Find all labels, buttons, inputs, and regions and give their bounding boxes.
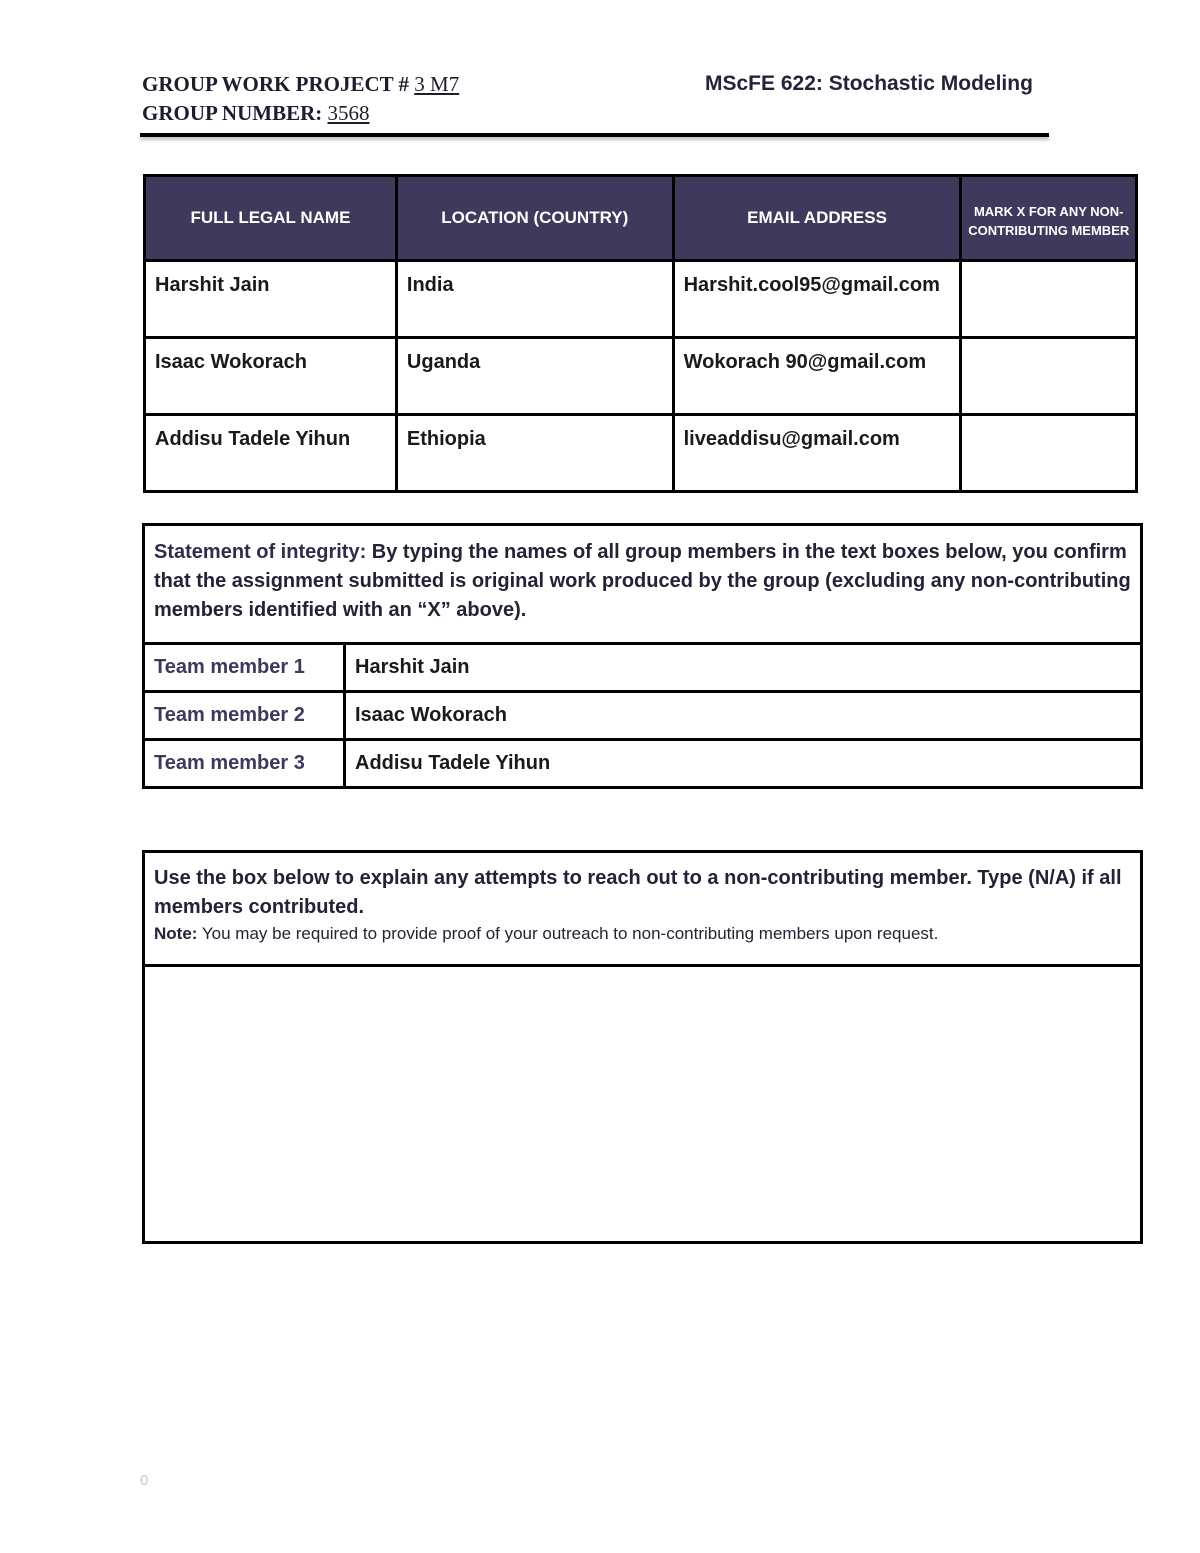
header-location: LOCATION (COUNTRY) <box>396 176 673 261</box>
team-member-name-field[interactable]: Addisu Tadele Yihun <box>345 740 1142 788</box>
note-label: Note: <box>154 924 198 943</box>
integrity-table <box>142 523 1143 789</box>
project-label: GROUP WORK PROJECT # <box>142 72 410 96</box>
team-member-name-field[interactable]: Harshit Jain <box>345 644 1142 692</box>
course-title: MScFE 622: Stochastic Modeling <box>705 72 1033 95</box>
project-heading <box>142 72 459 97</box>
table-row <box>145 261 1137 338</box>
page-number: 0 <box>140 1472 149 1489</box>
outreach-answer-box[interactable] <box>144 966 1142 1243</box>
outreach-table <box>142 850 1143 1244</box>
member-email[interactable]: Wokorach 90@gmail.com <box>673 338 961 415</box>
team-member-label: Team member 2 <box>144 692 345 740</box>
integrity-text: By typing the names of all group members in the text boxes below, you confirm that the assignment submitted is original work produced by the group (excluding any non-contributing members identified with an “X” above). <box>154 541 1131 621</box>
outreach-note <box>154 922 1131 946</box>
table-row <box>144 644 1142 692</box>
integrity-statement <box>144 525 1142 644</box>
table-row <box>145 415 1137 492</box>
team-member-label: Team member 1 <box>144 644 345 692</box>
member-mark[interactable] <box>961 261 1137 338</box>
table-row <box>144 692 1142 740</box>
header-full-name: FULL LEGAL NAME <box>145 176 397 261</box>
member-mark[interactable] <box>961 338 1137 415</box>
team-member-name-field[interactable]: Isaac Wokorach <box>345 692 1142 740</box>
header-non-contributing: MARK X FOR ANY NON-CONTRIBUTING MEMBER <box>961 176 1137 261</box>
member-name[interactable]: Addisu Tadele Yihun <box>145 415 397 492</box>
table-row <box>145 338 1137 415</box>
member-location[interactable]: India <box>396 261 673 338</box>
integrity-label: Statement of integrity: <box>154 541 367 563</box>
outreach-instructions <box>144 852 1142 966</box>
member-location[interactable]: Ethiopia <box>396 415 673 492</box>
member-name[interactable]: Harshit Jain <box>145 261 397 338</box>
member-location[interactable]: Uganda <box>396 338 673 415</box>
header-email: EMAIL ADDRESS <box>673 176 961 261</box>
group-heading <box>142 101 370 126</box>
team-member-label: Team member 3 <box>144 740 345 788</box>
group-label: GROUP NUMBER: <box>142 101 323 125</box>
members-table <box>143 174 1138 493</box>
member-name[interactable]: Isaac Wokorach <box>145 338 397 415</box>
member-mark[interactable] <box>961 415 1137 492</box>
header-divider <box>140 133 1049 137</box>
table-row <box>144 740 1142 788</box>
member-email[interactable]: Harshit.cool95@gmail.com <box>673 261 961 338</box>
members-header-row <box>145 176 1137 261</box>
outreach-instruction-text: Use the box below to explain any attempts to reach out to a non-contributing member. Type (N/A) if all members contributed. <box>154 867 1122 918</box>
group-number: 3568 <box>327 101 370 125</box>
note-text: You may be required to provide proof of your outreach to non-contributing members upon request. <box>197 924 939 943</box>
member-email[interactable]: liveaddisu@gmail.com <box>673 415 961 492</box>
project-number: 3 M7 <box>414 72 460 96</box>
